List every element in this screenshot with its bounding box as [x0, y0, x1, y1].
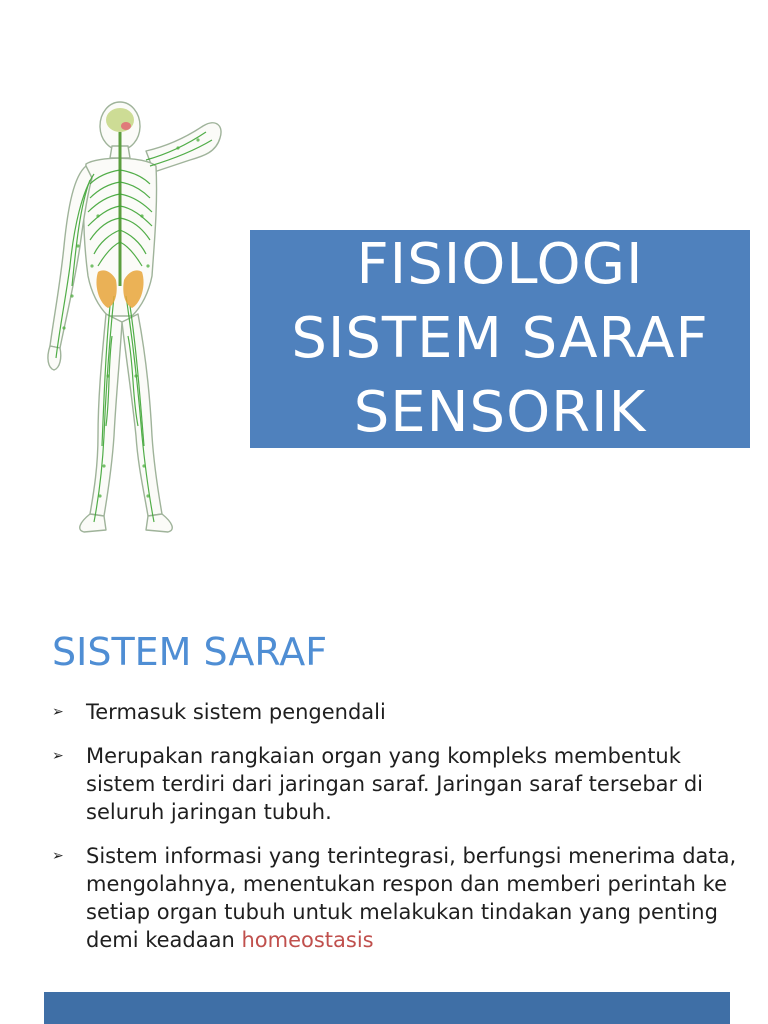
title-banner — [250, 230, 750, 448]
nervous-system-figure-icon — [28, 96, 230, 536]
bullet-item — [52, 742, 742, 826]
bullet-item — [52, 698, 742, 726]
section-heading: SISTEM SARAF — [52, 630, 328, 674]
bullet-text: Sistem informasi yang terintegrasi, berfungsi menerima data, mengolahnya, menentukan respon dan memberi perintah ke setiap organ tubuh untuk melakukan tindakan yang penting demi keadaan — [86, 844, 737, 952]
bullet-text: Termasuk sistem pengendali — [86, 700, 386, 724]
title-line-3: SENSORIK — [353, 380, 647, 445]
title-line-2: SISTEM SARAF — [291, 306, 709, 371]
nervous-system-illustration — [28, 96, 230, 536]
bullet-item — [52, 842, 742, 954]
arrowhead-bullet-icon: ➢ — [52, 848, 64, 864]
bullet-list — [52, 698, 742, 954]
title-line-1: FISIOLOGI — [356, 232, 644, 297]
bottom-band — [44, 992, 730, 1024]
arrowhead-bullet-icon: ➢ — [52, 704, 64, 720]
bullet-text: Merupakan rangkaian organ yang kompleks membentuk sistem terdiri dari jaringan saraf. Jaringan saraf tersebar di seluruh jaringan tubuh. — [86, 744, 703, 824]
arrowhead-bullet-icon: ➢ — [52, 748, 64, 764]
highlight-term: homeostasis — [241, 928, 374, 952]
